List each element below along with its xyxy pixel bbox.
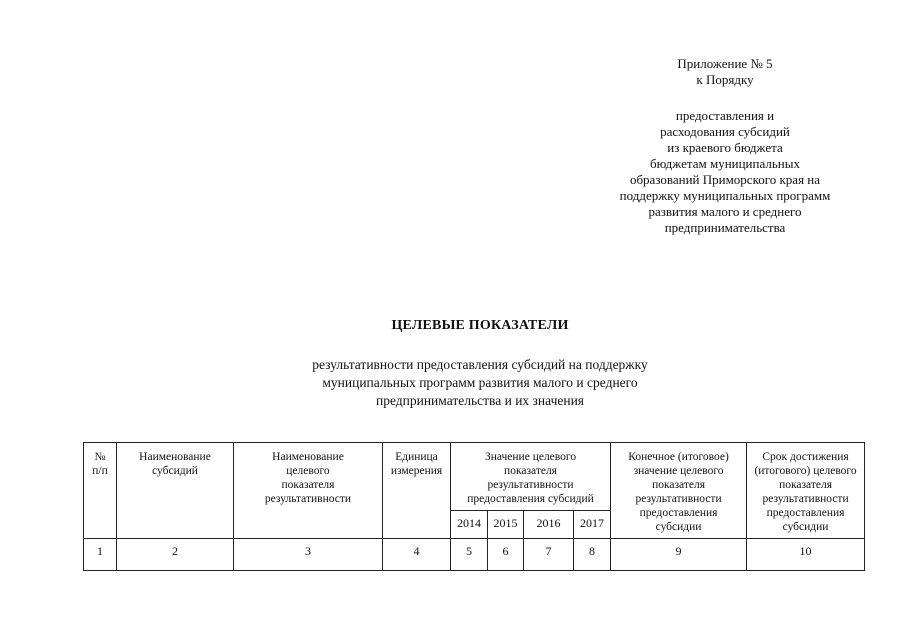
column-number-cell: 5 <box>451 539 488 571</box>
document-title: ЦЕЛЕВЫЕ ПОКАЗАТЕЛИ <box>391 318 569 333</box>
year-cell: 2015 <box>488 511 524 539</box>
header-unit: Единица измерения <box>383 443 451 539</box>
column-number-cell: 4 <box>383 539 451 571</box>
appendix-line: предоставления и <box>675 108 775 123</box>
year-cell: 2014 <box>451 511 488 539</box>
column-number-cell: 9 <box>611 539 747 571</box>
header-indicator-name: Наименование целевого показателя результативности <box>234 443 383 539</box>
header-indicator-value: Значение целевого показателя результативности предоставления субсидий <box>451 443 611 511</box>
column-number-cell: 10 <box>747 539 865 571</box>
document-subtitle <box>230 356 730 410</box>
table-column-numbers-row <box>84 539 865 571</box>
appendix-line: бюджетам муниципальных <box>650 156 800 171</box>
column-number-cell: 8 <box>574 539 611 571</box>
appendix-line: предпринимательства <box>664 220 786 235</box>
subtitle-line: предпринимательства и их значения <box>375 393 585 408</box>
appendix-line: из краевого бюджета <box>667 140 783 155</box>
appendix-to-order: к Порядку <box>696 72 754 87</box>
header-subsidy-name: Наименование субсидий <box>117 443 234 539</box>
indicators-table <box>83 442 865 571</box>
column-number-cell: 6 <box>488 539 524 571</box>
appendix-line: поддержку муниципальных программ <box>619 188 831 203</box>
year-cell: 2017 <box>574 511 611 539</box>
header-deadline: Срок достижения (итогового) целевого показателя результативности предоставления субсидии <box>747 443 865 539</box>
subtitle-line: муниципальных программ развития малого и среднего <box>322 375 638 390</box>
year-cell: 2016 <box>524 511 574 539</box>
appendix-line: расходования субсидий <box>660 124 790 139</box>
appendix-line: образований Приморского края на <box>629 172 821 187</box>
header-final-value: Конечное (итоговое) значение целевого показателя результативности предоставления субсидии <box>611 443 747 539</box>
column-number-cell: 7 <box>524 539 574 571</box>
appendix-line: развития малого и среднего <box>648 204 802 219</box>
header-no: № п/п <box>84 443 117 539</box>
appendix-number: Приложение № 5 <box>677 56 773 71</box>
column-number-cell: 2 <box>117 539 234 571</box>
table-header-row <box>84 443 865 511</box>
subtitle-line: результативности предоставления субсидий на поддержку <box>312 357 648 372</box>
appendix-block <box>590 56 860 236</box>
column-number-cell: 3 <box>234 539 383 571</box>
column-number-cell: 1 <box>84 539 117 571</box>
